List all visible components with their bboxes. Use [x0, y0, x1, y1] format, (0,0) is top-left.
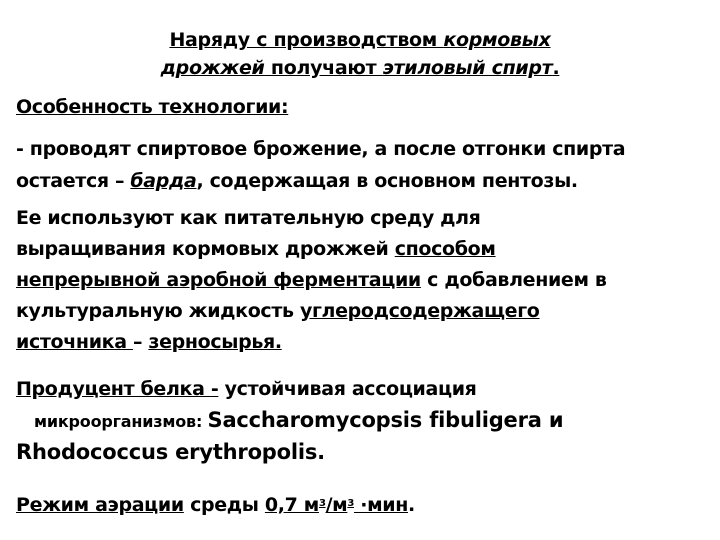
title-text-fodder: кормовых [443, 29, 551, 51]
aeration-sup-2: 3 [347, 498, 354, 509]
producer-paragraph [16, 375, 712, 468]
aeration-paragraph [16, 489, 712, 521]
producer-species-2: Rhodococcus erythropolis. [16, 440, 325, 464]
slide-title [0, 26, 720, 82]
aeration-label: Режим аэрации [16, 494, 184, 516]
process-line-2 [16, 165, 712, 197]
aeration-value: 0,7 м [264, 494, 319, 516]
feature-paragraph [16, 91, 712, 123]
aeration-text: среды [183, 494, 265, 516]
title-line-2 [0, 54, 720, 82]
producer-label: Продуцент белка [16, 378, 211, 400]
link-grain-raw-material[interactable]: зерносырья. [148, 331, 282, 353]
usage-text-addition: с добавлением в [420, 269, 607, 291]
process-text-pentose: , содержащая в основном пентозы. [196, 170, 578, 192]
title-text-ethanol: этиловый спирт [382, 57, 553, 79]
title-line-1 [0, 26, 720, 54]
aeration-unit: ·мин [353, 494, 409, 516]
link-carbon-containing[interactable]: углеродсодержащего [299, 300, 540, 322]
producer-species-1: Saccharomycopsis fibuligera и [207, 408, 564, 432]
usage-dash: – [132, 331, 149, 353]
usage-text-liquid: культуральную жидкость [16, 300, 300, 322]
link-continuous-fermentation[interactable]: непрерывной аэробной ферментации [16, 269, 421, 291]
title-text-obtain: получают [264, 57, 383, 79]
usage-line-5 [16, 327, 712, 358]
producer-dash: - [210, 378, 219, 400]
producer-line-2 [16, 404, 712, 436]
process-paragraph [16, 133, 712, 197]
usage-text-growing: выращивания кормовых дрожжей [16, 238, 395, 260]
process-text-remains: остается – [16, 170, 131, 192]
link-source[interactable]: источника [16, 331, 133, 353]
title-text-period: . [552, 57, 560, 79]
producer-line-3 [16, 436, 712, 468]
usage-paragraph [16, 203, 712, 358]
producer-line-1 [16, 375, 712, 404]
aeration-slash: /м [325, 494, 348, 516]
feature-label: Особенность технологии: [16, 96, 289, 118]
process-line-1: - проводят спиртовое брожение, а после отгонки спирта [16, 138, 626, 160]
term-barda: барда [130, 170, 197, 192]
aeration-end: . [408, 494, 415, 516]
usage-line-3 [16, 265, 712, 296]
aeration-sup-1: 3 [318, 498, 326, 509]
usage-line-4 [16, 296, 712, 327]
link-method[interactable]: способом [394, 238, 496, 260]
usage-line-2 [16, 234, 712, 265]
feature-line [16, 91, 712, 123]
aeration-line [16, 489, 712, 521]
title-text-yeast: дрожжей [160, 57, 265, 79]
producer-microorganisms: микроорганизмов: [34, 412, 208, 431]
producer-text: устойчивая ассоциация [218, 378, 477, 400]
title-text-production: Наряду с производством [169, 29, 444, 51]
usage-line-1: Ее используют как питательную среду для [16, 207, 481, 229]
